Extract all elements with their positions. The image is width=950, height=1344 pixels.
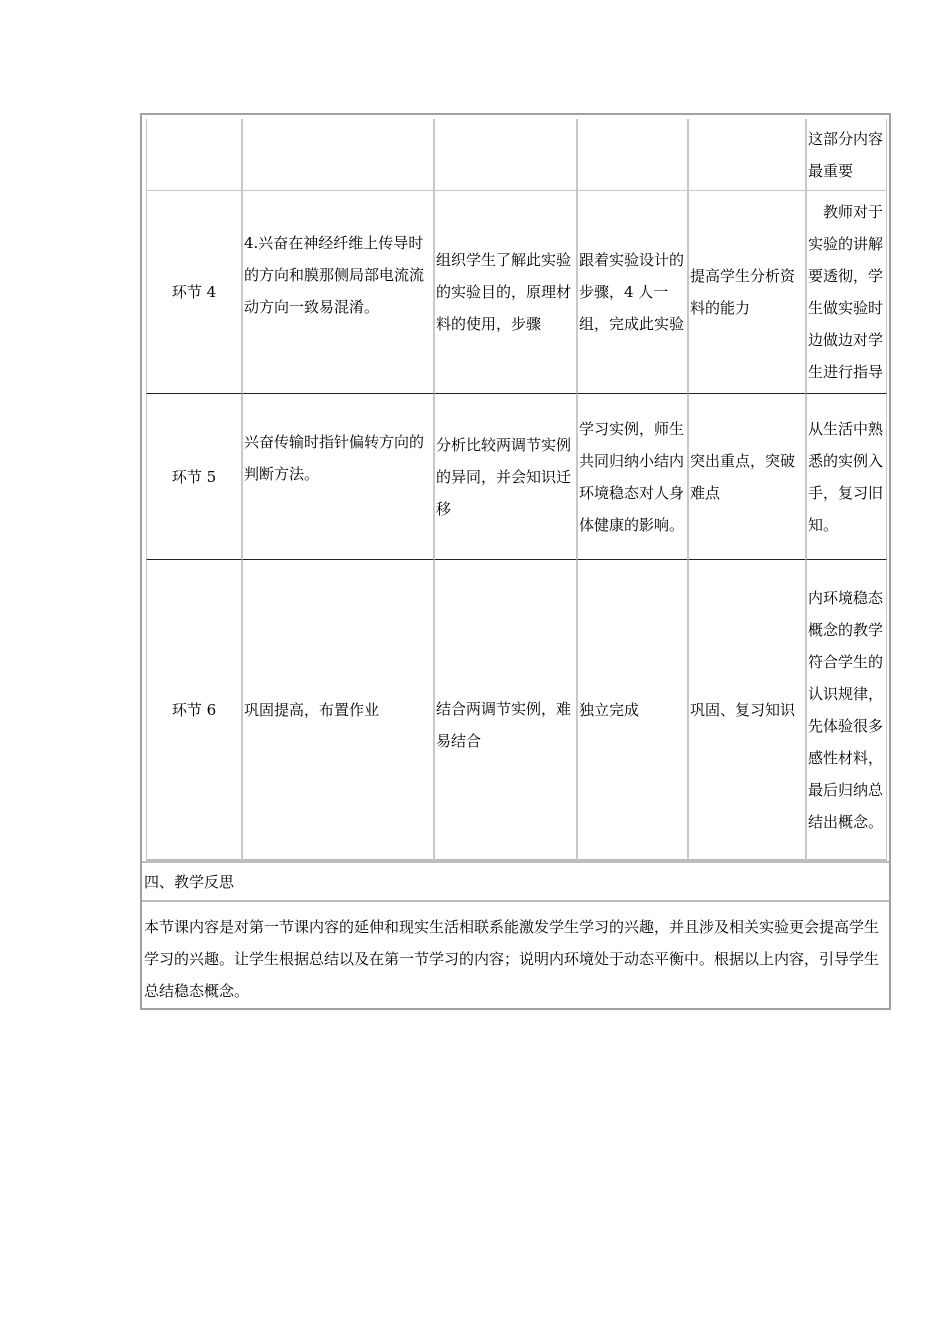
teacher-activity-cell bbox=[434, 119, 577, 191]
stage-cell bbox=[146, 119, 242, 191]
design-intent-cell: 巩固、复习知识 bbox=[688, 560, 806, 861]
note-cell: 内环境稳态概念的教学符合学生的认识规律，先体验很多感性材料，最后归纳总结出概念。 bbox=[806, 560, 887, 861]
content-cell bbox=[242, 119, 434, 191]
stage-cell: 环节 4 bbox=[146, 191, 242, 394]
student-activity-cell: 独立完成 bbox=[577, 560, 688, 861]
note-cell: 从生活中熟悉的实例入手，复习旧知。 bbox=[806, 394, 887, 560]
lesson-plan-frame bbox=[140, 113, 891, 1010]
student-activity-cell: 跟着实验设计的步骤，4 人一组，完成此实验 bbox=[577, 191, 688, 394]
teacher-activity-cell: 结合两调节实例，难易结合 bbox=[434, 560, 577, 861]
reflection-heading: 四、教学反思 bbox=[142, 861, 889, 902]
table-row bbox=[146, 560, 887, 861]
student-activity-cell bbox=[577, 119, 688, 191]
table-row bbox=[146, 191, 887, 394]
stage-cell: 环节 5 bbox=[146, 394, 242, 560]
design-intent-cell: 突出重点，突破难点 bbox=[688, 394, 806, 560]
table-row bbox=[146, 119, 887, 191]
design-intent-cell: 提高学生分析资料的能力 bbox=[688, 191, 806, 394]
teacher-activity-cell: 组织学生了解此实验的实验目的，原理材料的使用，步骤 bbox=[434, 191, 577, 394]
content-cell: 4.兴奋在神经纤维上传导时的方向和膜那侧局部电流流动方向一致易混淆。 bbox=[242, 191, 434, 394]
table-row bbox=[146, 394, 887, 560]
teacher-activity-cell: 分析比较两调节实例的异同，并会知识迁移 bbox=[434, 394, 577, 560]
stage-cell: 环节 6 bbox=[146, 560, 242, 861]
reflection-body: 本节课内容是对第一节课内容的延伸和现实生活相联系能激发学生学习的兴趣，并且涉及相关实验更会提高学生学习的兴趣。让学生根据总结以及在第一节学习的内容；说明内环境处于动态平衡中。根据以上内容，引导学生总结稳态概念。 bbox=[144, 918, 880, 1000]
student-activity-cell: 学习实例，师生共同归纳小结内环境稳态对人身体健康的影响。 bbox=[577, 394, 688, 560]
lesson-plan-table bbox=[146, 119, 887, 861]
content-cell: 巩固提高，布置作业 bbox=[242, 560, 434, 861]
note-cell: 教师对于实验的讲解要透彻，学生做实验时边做边对学生进行指导 bbox=[806, 191, 887, 394]
note-cell: 这部分内容最重要 bbox=[806, 119, 887, 191]
design-intent-cell bbox=[688, 119, 806, 191]
content-cell: 兴奋传输时指针偏转方向的判断方法。 bbox=[242, 394, 434, 560]
